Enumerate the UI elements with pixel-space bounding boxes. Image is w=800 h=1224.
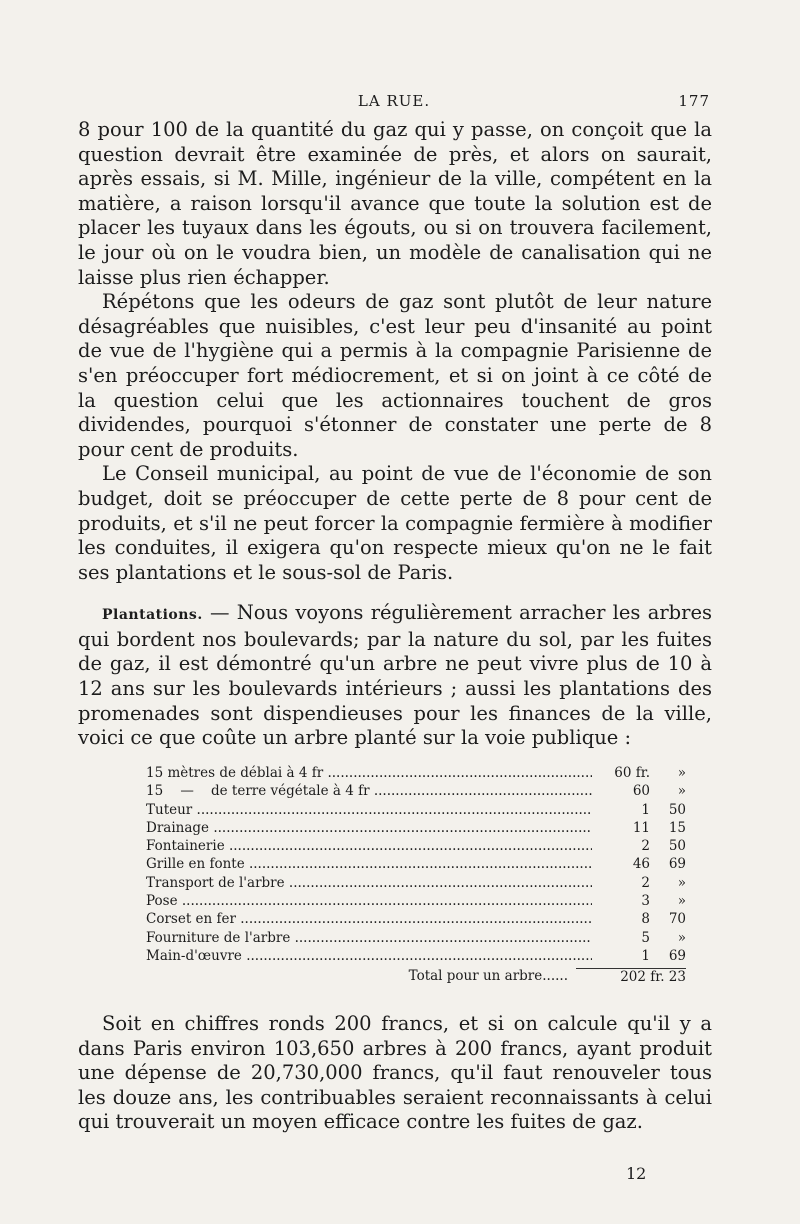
paragraph-1: 8 pour 100 de la quantité du gaz qui y passe, on conçoit que la question devrait être examinée de près, et alors on saurait, après essais, si M. Mille, ingénieur de la ville, compétent en la matière, a raison lorsqu'il avance que toute la solution est de placer les tuyaux dans les égouts, ou si on trouvera facilement, le jour où on le voudra bien, un modèle de canalisation qui ne laisse plus rien échapper. bbox=[78, 118, 712, 289]
table-row bbox=[146, 782, 686, 800]
running-header bbox=[78, 92, 710, 116]
row-francs: 1 bbox=[641, 947, 650, 964]
row-centimes: 15 bbox=[668, 819, 686, 836]
row-centimes: » bbox=[677, 929, 686, 946]
row-centimes: » bbox=[677, 783, 686, 800]
total-value: 202 fr. 23 bbox=[576, 968, 686, 985]
section-text: — Nous voyons régulièrement arracher les arbres qui bordent nos boulevards; par la nature du sol, par les fuites de gaz, il est démontré qu'un arbre ne peut vivre plus de 10 à 12 ans sur les boulevards intérieurs ; aussi les plantations des promenades sont dispendieuses pour les finances de la ville, voici ce que coûte un arbre planté sur la voie publique : bbox=[78, 601, 712, 750]
row-centimes: 50 bbox=[668, 801, 686, 818]
table-row bbox=[146, 764, 686, 782]
table-row bbox=[146, 892, 686, 910]
row-label: 15 mètres de déblai à 4 fr ..... bbox=[146, 764, 592, 782]
section-heading: Plantations. bbox=[102, 607, 203, 624]
table-row bbox=[146, 929, 686, 947]
main-text bbox=[78, 118, 712, 751]
row-francs: 2 bbox=[641, 874, 650, 891]
row-label: Fourniture de l'arbre ..... bbox=[146, 929, 592, 947]
row-centimes: » bbox=[677, 893, 686, 910]
row-centimes: » bbox=[677, 765, 686, 781]
row-francs: 46 bbox=[632, 856, 650, 873]
page-number: 177 bbox=[678, 92, 710, 110]
table-row bbox=[146, 910, 686, 928]
row-francs: 2 bbox=[641, 838, 650, 855]
row-francs: 1 bbox=[641, 801, 650, 818]
row-label: Transport de l'arbre ..... bbox=[146, 874, 592, 892]
row-francs: 8 bbox=[641, 911, 650, 928]
row-francs: 60 bbox=[632, 783, 650, 800]
row-francs: 60 fr. bbox=[614, 765, 650, 781]
row-centimes: 69 bbox=[668, 947, 686, 964]
row-centimes: 50 bbox=[668, 838, 686, 855]
row-label: 15 — de terre végétale à 4 fr ..... bbox=[146, 782, 592, 800]
paragraph-3: Le Conseil municipal, au point de vue de l'économie de son budget, doit se préoccuper de cette perte de 8 pour cent de produits, et s'il ne peut forcer la compagnie fermière à modifier les conduites, il exigera qu'on respecte mieux qu'on ne le fait ses plantations et le sous-sol de Paris. bbox=[78, 462, 712, 584]
cost-table bbox=[146, 764, 686, 965]
row-label: Drainage ..... bbox=[146, 819, 592, 837]
signature-mark: 12 bbox=[626, 1164, 647, 1183]
row-label: Tuteur ..... bbox=[146, 801, 592, 819]
row-francs: 3 bbox=[641, 893, 650, 910]
row-label: Corset en fer ..... bbox=[146, 910, 592, 928]
row-centimes: 70 bbox=[668, 911, 686, 928]
table-row bbox=[146, 819, 686, 837]
table-row bbox=[146, 947, 686, 965]
row-francs: 5 bbox=[641, 929, 650, 946]
row-label: Pose ..... bbox=[146, 892, 592, 910]
table-row bbox=[146, 801, 686, 819]
row-label: Grille en fonte ..... bbox=[146, 855, 592, 873]
row-label: Main-d'œuvre ..... bbox=[146, 947, 592, 965]
table-total bbox=[146, 968, 686, 988]
total-label: Total pour un arbre...... bbox=[408, 968, 568, 984]
table-row bbox=[146, 837, 686, 855]
table-row bbox=[146, 855, 686, 873]
row-francs: 11 bbox=[632, 819, 650, 836]
row-centimes: 69 bbox=[668, 856, 686, 873]
closing-text bbox=[78, 1012, 712, 1135]
closing-paragraph: Soit en chiffres ronds 200 francs, et si on calcule qu'il y a dans Paris environ 103,650 arbres à 200 francs, ayant produit une dépense de 20,730,000 francs, qu'il faut renouveler tous les douze ans, les contribuables seraient reconnaissants à celui qui trouverait un moyen efficace contre les fuites de gaz. bbox=[78, 1012, 712, 1134]
running-title: LA RUE. bbox=[357, 92, 431, 110]
table-row bbox=[146, 874, 686, 892]
row-label: Fontainerie ..... bbox=[146, 837, 592, 855]
paragraph-2: Répétons que les odeurs de gaz sont plutôt de leur nature désagréables que nuisibles, c'est leur peu d'insanité au point de vue de l'hygiène qui a permis à la compagnie Parisienne de s'en préoccuper fort médiocrement, et si on joint à ce côté de la question celui que les actionnaires touchent de gros dividendes, pourquoi s'étonner de constater une perte de 8 pour cent de produits. bbox=[78, 290, 712, 461]
row-centimes: » bbox=[677, 874, 686, 891]
section-plantations bbox=[78, 601, 712, 751]
